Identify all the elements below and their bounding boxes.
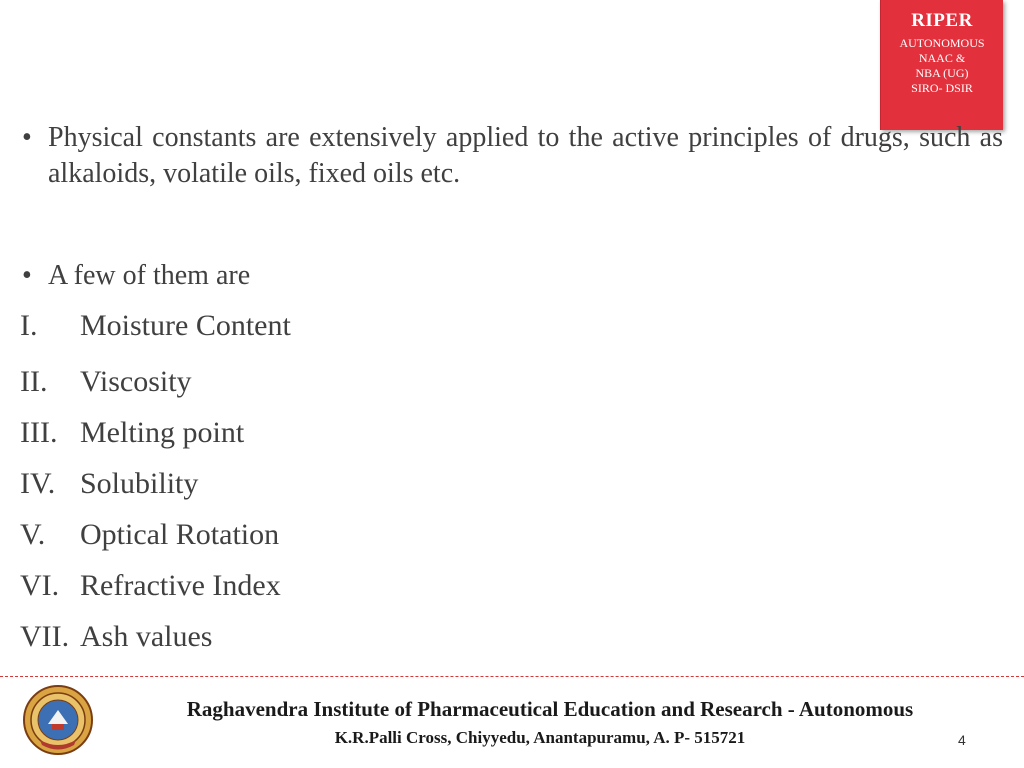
list-item	[0, 306, 600, 346]
list-item	[0, 515, 600, 555]
bullet-marker: •	[22, 122, 32, 153]
list-label: Optical Rotation	[80, 518, 280, 551]
list-number: VII.	[20, 620, 70, 653]
page-number: 4	[958, 732, 966, 748]
bullet-marker: •	[22, 260, 32, 291]
bullet-item	[0, 120, 1005, 192]
bullet-text: Physical constants are extensively applied to the active principles of drugs, such as alkaloids, volatile oils, fixed oils etc.	[48, 122, 1003, 189]
list-label: Ash values	[80, 620, 213, 653]
list-item	[0, 617, 600, 657]
institute-name: Raghavendra Institute of Pharmaceutical Education and Research - Autonomous	[186, 697, 914, 721]
list-number: V.	[20, 518, 46, 551]
bullet-item	[0, 258, 400, 294]
badge-line-naac: NAAC &	[918, 51, 966, 65]
badge-line-siro: SIRO- DSIR	[911, 81, 973, 95]
list-number: IV.	[20, 467, 56, 500]
list-item	[0, 566, 600, 606]
list-item	[0, 464, 600, 504]
footer-divider	[0, 676, 1024, 677]
badge-title: RIPER	[911, 10, 973, 31]
badge-line-nba: NBA (UG)	[915, 66, 969, 80]
list-item	[0, 413, 600, 453]
list-label: Solubility	[80, 467, 199, 500]
list-label: Refractive Index	[80, 569, 281, 602]
institute-address: K.R.Palli Cross, Chiyyedu, Anantapuramu, A. P- 515721	[334, 728, 746, 747]
list-item	[0, 362, 600, 402]
list-number: VI.	[20, 569, 60, 602]
badge-line-autonomous: AUTONOMOUS	[899, 36, 985, 50]
list-label: Moisture Content	[80, 309, 291, 342]
list-label: Melting point	[80, 416, 245, 449]
list-number: III.	[20, 416, 58, 449]
list-number: II.	[20, 365, 48, 398]
accreditation-badge	[880, 0, 1003, 130]
list-label: Viscosity	[80, 365, 192, 398]
bullet-text: A few of them are	[48, 260, 251, 291]
list-number: I.	[20, 309, 38, 342]
institute-seal-icon	[22, 684, 94, 756]
